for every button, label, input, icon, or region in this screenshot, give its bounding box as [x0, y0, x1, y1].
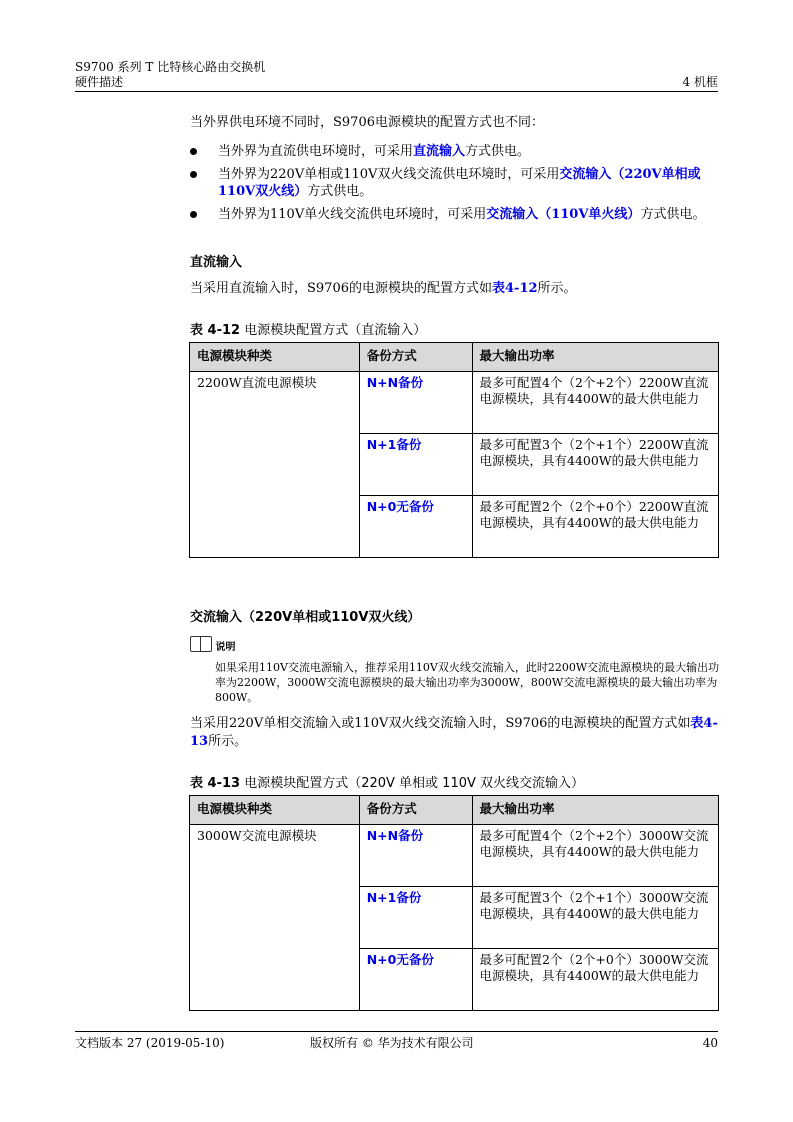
page-number: 40: [702, 1036, 718, 1050]
table-header-row: [190, 343, 719, 372]
backup-mode-cell[interactable]: N+1备份: [359, 887, 472, 949]
intro-text: 当外界供电环境不同时，S9706电源模块的配置方式也不同：: [190, 115, 544, 130]
chapter-label: 4 机框: [682, 75, 718, 89]
backup-mode-cell[interactable]: N+N备份: [359, 372, 472, 434]
table-caption: 表 4-13 电源模块配置方式（220V 单相或 110V 双火线交流输入）: [190, 776, 585, 791]
backup-mode-cell[interactable]: N+1备份: [359, 434, 472, 496]
column-header: 最大输出功率: [472, 343, 719, 372]
section-title-ac: 交流输入（220V单相或110V双火线）: [190, 610, 421, 625]
max-power-cell: 最多可配置4个（2个+2个）3000W交流电源模块，具有4400W的最大供电能力: [472, 825, 719, 887]
table-row: [190, 372, 719, 434]
column-header: 备份方式: [359, 796, 472, 825]
dc-desc: 当采用直流输入时，S9706的电源模块的配置方式如表4-12所示。: [190, 281, 577, 296]
bullet-icon: [190, 171, 197, 178]
doc-version: 文档版本 27 (2019-05-10): [75, 1036, 225, 1050]
section-title-dc: 直流输入: [190, 255, 243, 270]
bullet-icon: [190, 148, 197, 155]
bullet-icon: [190, 211, 197, 218]
column-header: 电源模块种类: [190, 343, 360, 372]
link-ac-input-110v[interactable]: 交流输入（110V单火线）: [486, 207, 641, 222]
max-power-cell: 最多可配置4个（2个+2个）2200W直流电源模块，具有4400W的最大供电能力: [472, 372, 719, 434]
table-header-row: [190, 796, 719, 825]
table-ac-power: [189, 795, 719, 1011]
module-type-cell: 3000W交流电源模块: [190, 825, 360, 1011]
header-rule: [75, 91, 718, 92]
table-row: [190, 825, 719, 887]
link-table-4-12[interactable]: 表4-12: [492, 281, 538, 296]
link-dc-input[interactable]: 直流输入: [413, 144, 466, 159]
backup-mode-cell[interactable]: N+N备份: [359, 825, 472, 887]
max-power-cell: 最多可配置2个（2个+0个）2200W直流电源模块，具有4400W的最大供电能力: [472, 496, 719, 558]
column-header: 电源模块种类: [190, 796, 360, 825]
list-item: 当外界为220V单相或110V双火线交流供电环境时，可采用交流输入（220V单相或110V双火线）方式供电。: [190, 166, 720, 200]
max-power-cell: 最多可配置3个（2个+1个）3000W交流电源模块，具有4400W的最大供电能力: [472, 887, 719, 949]
max-power-cell: 最多可配置2个（2个+0个）3000W交流电源模块，具有4400W的最大供电能力: [472, 949, 719, 1011]
note-body: 如果采用110V交流电源输入，推荐采用110V双火线交流输入，此时2200W交流电源模块的最大输出功率为2200W，3000W交流电源模块的最大输出功率为3000W，800W交流电源模块的最大输出功率为800W。: [215, 661, 720, 704]
table-dc-power: [189, 342, 719, 558]
doc-subtitle: 硬件描述: [75, 75, 124, 89]
list-item: 当外界为直流供电环境时，可采用直流输入方式供电。: [190, 143, 720, 160]
module-type-cell: 2200W直流电源模块: [190, 372, 360, 558]
backup-mode-cell[interactable]: N+0无备份: [359, 949, 472, 1011]
backup-mode-cell[interactable]: N+0无备份: [359, 496, 472, 558]
table-caption: 表 4-12 电源模块配置方式（直流输入）: [190, 323, 427, 338]
link-table-4-13[interactable]: 表4-13: [190, 716, 718, 749]
book-icon: [190, 636, 212, 652]
footer-rule: [75, 1031, 718, 1032]
note-header: 说明: [190, 636, 235, 655]
list-item: 当外界为110V单火线交流供电环境时，可采用交流输入（110V单火线）方式供电。: [190, 206, 720, 223]
column-header: 备份方式: [359, 343, 472, 372]
ac-desc: 当采用220V单相交流输入或110V双火线交流输入时，S9706的电源模块的配置方式如表4-13所示。: [190, 716, 718, 749]
doc-title: S9700 系列 T 比特核心路由交换机: [75, 60, 266, 74]
copyright: 版权所有 © 华为技术有限公司: [310, 1036, 474, 1050]
column-header: 最大输出功率: [472, 796, 719, 825]
max-power-cell: 最多可配置3个（2个+1个）2200W直流电源模块，具有4400W的最大供电能力: [472, 434, 719, 496]
link-ac-input-220v[interactable]: 交流输入（220V单相或110V双火线）: [218, 167, 701, 199]
